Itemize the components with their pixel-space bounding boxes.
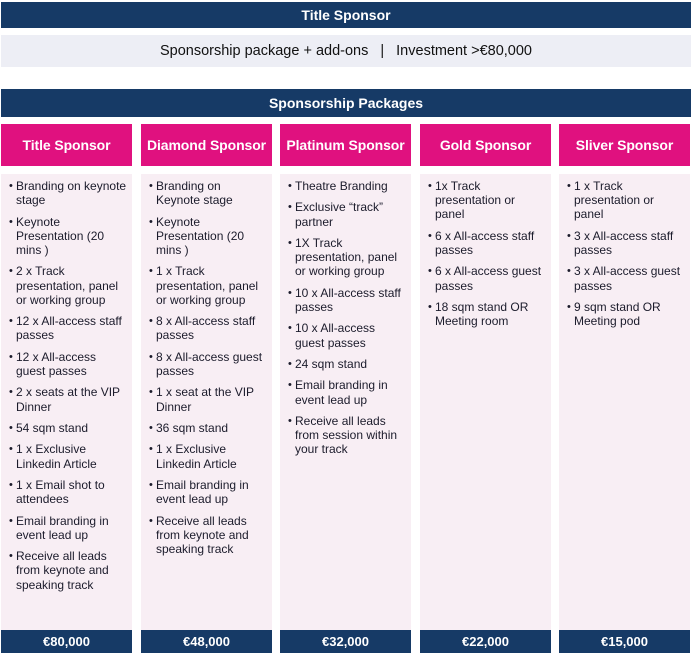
price-label: €32,000 — [280, 630, 411, 653]
column-header: Title Sponsor — [1, 124, 132, 166]
benefit-item: • 10 x All-access guest passes — [288, 321, 407, 349]
benefit-item: • 10 x All-access staff passes — [288, 286, 407, 314]
benefit-item: • 8 x All-access guest passes — [149, 350, 268, 378]
benefit-item: • 1 x Track presentation or panel — [567, 179, 686, 222]
benefit-list — [288, 179, 407, 457]
benefit-item: • 1X Track presentation, panel or working group — [288, 236, 407, 279]
package-text: Sponsorship package + add-ons — [159, 43, 369, 59]
column-header: Platinum Sponsor — [280, 124, 411, 166]
benefit-item: • Email branding in event lead up — [149, 478, 268, 506]
benefit-item: • 2 x seats at the VIP Dinner — [9, 385, 128, 413]
benefit-item: • 1 x Exclusive Linkedin Article — [9, 442, 128, 470]
benefit-item: • 54 sqm stand — [9, 421, 128, 435]
sponsor-column — [559, 124, 690, 649]
sponsor-column — [1, 124, 132, 649]
header-title: Title Sponsor — [1, 2, 691, 28]
benefit-item: • 1 x Exclusive Linkedin Article — [149, 442, 268, 470]
sponsor-column — [141, 124, 272, 649]
benefit-item: • Receive all leads from keynote and speaking track — [149, 514, 268, 557]
column-header: Gold Sponsor — [420, 124, 551, 166]
benefit-list — [9, 179, 128, 592]
benefit-item: • 36 sqm stand — [149, 421, 268, 435]
column-body — [420, 174, 551, 630]
benefit-item: • Keynote Presentation (20 mins ) — [149, 215, 268, 258]
benefit-item: • 12 x All-access staff passes — [9, 314, 128, 342]
benefit-item: • 18 sqm stand OR Meeting room — [428, 300, 547, 328]
benefit-item: • Branding on Keynote stage — [149, 179, 268, 207]
sponsor-column — [420, 124, 551, 649]
benefit-item: • 1x Track presentation or panel — [428, 179, 547, 222]
column-body — [141, 174, 272, 630]
benefit-item: • 1 x seat at the VIP Dinner — [149, 385, 268, 413]
benefit-item: • Keynote Presentation (20 mins ) — [9, 215, 128, 258]
benefit-item: • Receive all leads from keynote and speaking track — [9, 549, 128, 592]
benefit-item: • Email branding in event lead up — [288, 378, 407, 406]
benefit-item: • 12 x All-access guest passes — [9, 350, 128, 378]
benefit-list — [428, 179, 547, 328]
benefit-item: • 6 x All-access staff passes — [428, 229, 547, 257]
benefit-list — [149, 179, 268, 556]
price-label: €80,000 — [1, 630, 132, 653]
benefit-item: • Receive all leads from session within your track — [288, 414, 407, 457]
benefit-item: • 2 x Track presentation, panel or working group — [9, 264, 128, 307]
price-label: €15,000 — [559, 630, 690, 653]
column-header: Diamond Sponsor — [141, 124, 272, 166]
benefit-item: • Theatre Branding — [288, 179, 407, 193]
column-header: Sliver Sponsor — [559, 124, 690, 166]
column-body — [1, 174, 132, 630]
benefit-item: • Email branding in event lead up — [9, 514, 128, 542]
section-title: Sponsorship Packages — [1, 89, 691, 117]
summary-separator: | — [380, 43, 385, 59]
price-label: €48,000 — [141, 630, 272, 653]
benefit-item: • 3 x All-access staff passes — [567, 229, 686, 257]
benefit-item: • Exclusive “track” partner — [288, 200, 407, 228]
benefit-item: • 9 sqm stand OR Meeting pod — [567, 300, 686, 328]
benefit-item: • 24 sqm stand — [288, 357, 407, 371]
benefit-item: • 3 x All-access guest passes — [567, 264, 686, 292]
benefit-list — [567, 179, 686, 328]
benefit-item: • Branding on keynote stage — [9, 179, 128, 207]
summary-strip — [1, 35, 691, 67]
benefit-item: • 1 x Track presentation, panel or working group — [149, 264, 268, 307]
sponsor-column — [280, 124, 411, 649]
benefit-item: • 8 x All-access staff passes — [149, 314, 268, 342]
benefit-item: • 1 x Email shot to attendees — [9, 478, 128, 506]
column-body — [280, 174, 411, 630]
benefit-item: • 6 x All-access guest passes — [428, 264, 547, 292]
column-body — [559, 174, 690, 630]
price-label: €22,000 — [420, 630, 551, 653]
investment-text: Investment >€80,000 — [396, 43, 532, 59]
